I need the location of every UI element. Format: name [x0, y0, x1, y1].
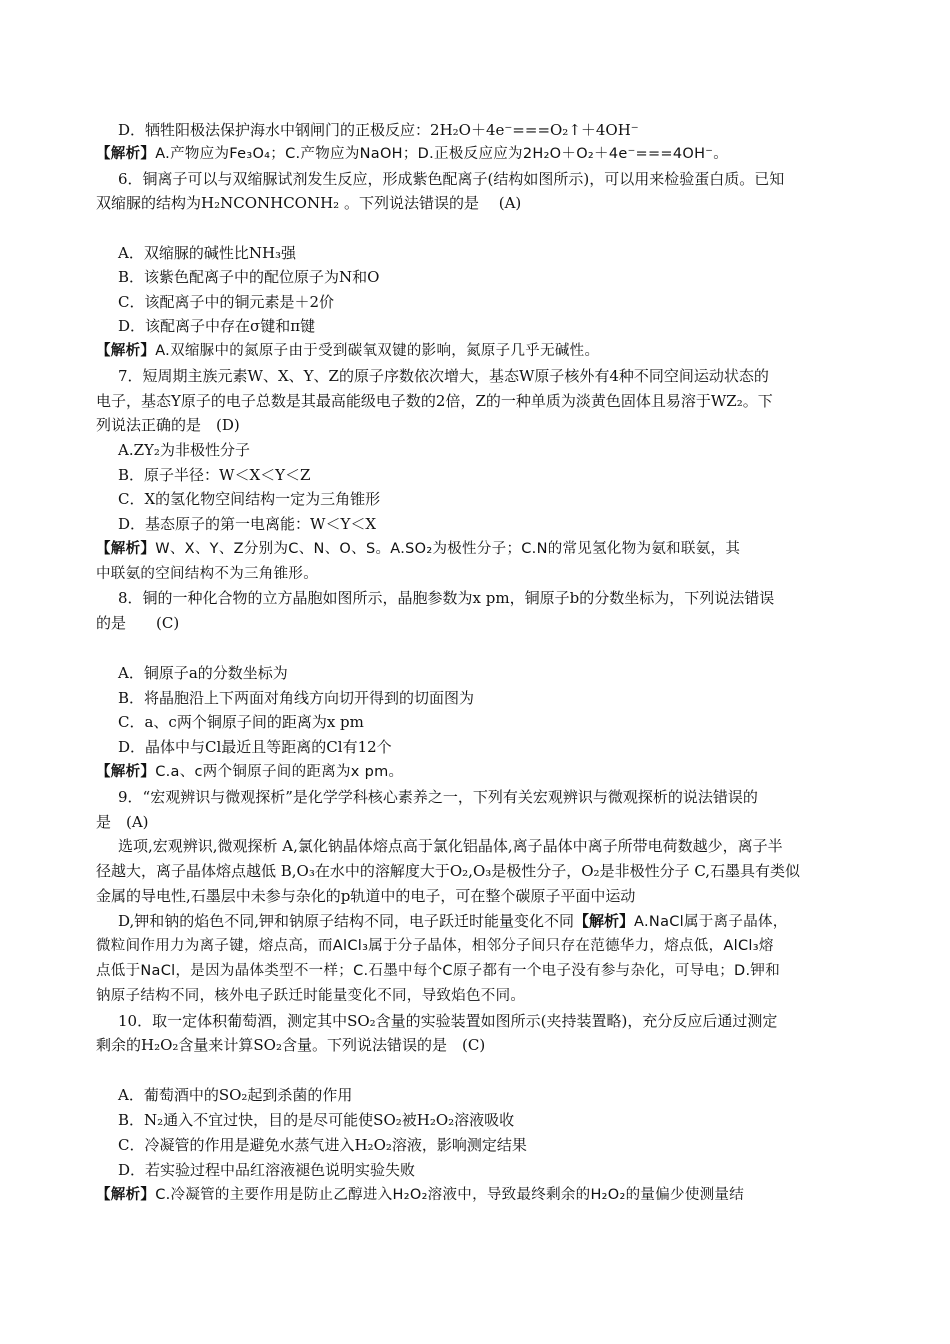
analysis-q5: 【解析】A.产物应为Fe₃O₄；C.产物应为NaOH；D.正极反应应为2H₂O＋O₂＋4e⁻===4OH⁻。 [96, 146, 729, 162]
option-d-q10: D．若实验过程中品红溶液褪色说明实验失败 [118, 1161, 416, 1179]
question-7-stem-end: 列说法正确的是 (D) [96, 416, 240, 434]
option-b-q8: B．将晶胞沿上下两面对角线方向切开得到的切面图为 [118, 689, 475, 707]
analysis-q9-cont-2: 点低于NaCl，是因为晶体类型不一样；C.石墨中每个C原子都有一个电子没有参与杂化，可导电；D.钾和 [96, 963, 781, 979]
option-d-q7: D．基态原子的第一电离能：W＜Y＜X [118, 515, 377, 533]
option-b-q10: B．N₂通入不宜过快，目的是尽可能使SO₂被H₂O₂溶液吸收 [118, 1111, 515, 1129]
analysis-q7-cont: 中联氨的空间结构不为三角锥形。 [96, 566, 318, 582]
question-9-table-line-3: 金属的导电性,石墨层中未参与杂化的p轨道中的电子，可在整个碳原子平面中运动 [96, 887, 636, 905]
question-9-stem-cont: 是 (A) [96, 813, 149, 831]
question-6-stem: 6．铜离子可以与双缩脲试剂发生反应，形成紫色配离子(结构如图所示)，可以用来检验蛋白质。已知 [118, 170, 785, 188]
analysis-q10: 【解析】C.冷凝管的主要作用是防止乙醇进入H₂O₂溶液中，导致最终剩余的H₂O₂的量偏少使测量结 [96, 1187, 745, 1203]
option-d-q5: D．牺牲阳极法保护海水中钢闸门的正极反应：2H₂O＋4e⁻===O₂↑＋4OH⁻ [118, 121, 639, 139]
option-a-q7: A.ZY₂为非极性分子 [118, 441, 250, 459]
question-6-stem-cont: 双缩脲的结构为H₂NCONHCONH₂ 。下列说法错误的是 (A) [96, 194, 522, 212]
question-9-table-line-2: 径越大，离子晶体熔点越低 B,O₃在水中的溶解度大于O₂,O₃是极性分子，O₂是非极性分子 C,石墨具有类似 [96, 862, 801, 880]
question-9-stem: 9．“宏观辨识与微观探析”是化学学科核心素养之一，下列有关宏观辨识与微观探析的说法错误的 [118, 788, 758, 806]
question-10-stem-cont: 剩余的H₂O₂含量来计算SO₂含量。下列说法错误的是 (C) [96, 1036, 486, 1054]
option-d-q8: D．晶体中与Cl最近且等距离的Cl有12个 [118, 738, 392, 756]
analysis-q9-cont-1: 微粒间作用力为离子键，熔点高，而AlCl₃属于分子晶体，相邻分子间只存在范德华力，熔点低，AlCl₃熔 [96, 938, 774, 954]
question-9-table-line-4: D,钾和钠的焰色不同,钾和钠原子结构不同，电子跃迁时能量变化不同【解析】A.NaCl属于离子晶体， [118, 912, 788, 930]
option-c-q6: C．该配离子中的铜元素是＋2价 [118, 293, 335, 311]
option-c-q7: C．X的氢化物空间结构一定为三角锥形 [118, 490, 381, 508]
option-a-q6: A．双缩脲的碱性比NH₃强 [118, 244, 297, 262]
question-9-table-line-1: 选项,宏观辨识,微观探析 A,氯化钠晶体熔点高于氯化铝晶体,离子晶体中离子所带电荷数越少，离子半 [118, 837, 783, 855]
analysis-q7: 【解析】W、X、Y、Z分别为C、N、O、S。A.SO₂为极性分子；C.N的常见氢化物为氨和联氨，其 [96, 541, 741, 557]
analysis-q8: 【解析】C.a、c两个铜原子间的距离为x pm。 [96, 764, 404, 780]
question-7-stem: 7．短周期主族元素W、X、Y、Z的原子序数依次增大，基态W原子核外有4种不同空间运动状态的 [118, 367, 769, 385]
option-d-q6: D．该配离子中存在σ键和π键 [118, 317, 316, 335]
question-8-stem: 8．铜的一种化合物的立方晶胞如图所示，晶胞参数为x pm，铜原子b的分数坐标为，下列说法错误 [118, 589, 775, 607]
option-a-q10: A．葡萄酒中的SO₂起到杀菌的作用 [118, 1086, 353, 1104]
question-10-stem: 10．取一定体积葡萄酒，测定其中SO₂含量的实验装置如图所示(夹持装置略)，充分反应后通过测定 [118, 1012, 778, 1030]
option-b-q7: B．原子半径：W＜X＜Y＜Z [118, 466, 311, 484]
analysis-q9-cont-3: 钠原子结构不同，核外电子跃迁时能量变化不同，导致焰色不同。 [96, 988, 526, 1004]
option-c-q8: C．a、c两个铜原子间的距离为x pm [118, 713, 364, 731]
option-a-q8: A．铜原子a的分数坐标为 [118, 664, 288, 682]
option-c-q10: C．冷凝管的作用是避免水蒸气进入H₂O₂溶液，影响测定结果 [118, 1136, 527, 1154]
option-b-q6: B．该紫色配离子中的配位原子为N和O [118, 268, 380, 286]
question-7-stem-cont: 电子，基态Y原子的电子总数是其最高能级电子数的2倍，Z的一种单质为淡黄色固体且易溶于WZ₂。下 [96, 392, 773, 410]
analysis-q6: 【解析】A.双缩脲中的氮原子由于受到碳氧双键的影响，氮原子几乎无碱性。 [96, 343, 600, 359]
question-8-stem-cont: 的是 (C) [96, 614, 180, 632]
